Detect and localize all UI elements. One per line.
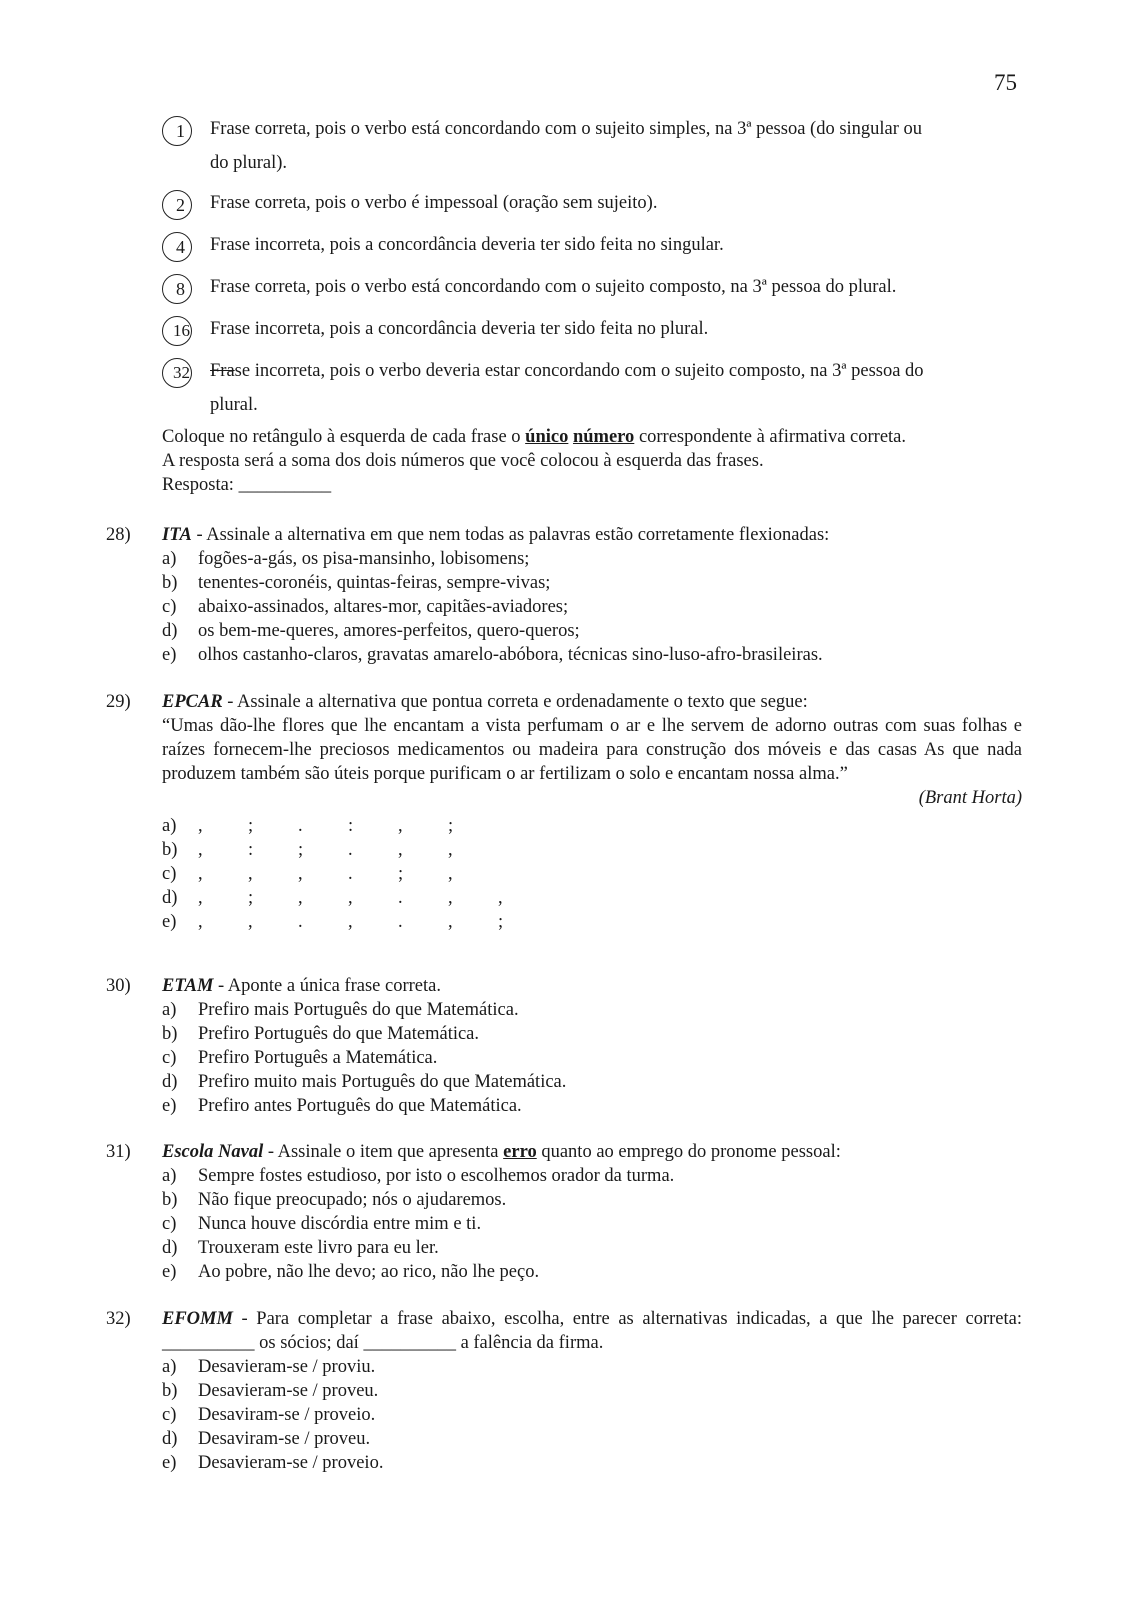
option-letter: a) [162,816,177,836]
question-prompt: EPCAR - Assinale a alternativa que pontua correta e ordenadamente o texto que segue: [162,692,808,712]
emphasis-erro: erro [503,1142,537,1162]
punctuation-mark: ; [298,840,304,860]
punctuation-mark: , [348,888,353,908]
punctuation-mark: , [448,912,453,932]
punctuation-mark: , [298,864,303,884]
instruction-line-1: Coloque no retângulo à esquerda de cada frase o único número correspondente à afirmativa correta. [162,427,907,447]
exam-source: EFOMM [162,1309,233,1329]
option-d: d) Trouxeram este livro para eu ler. [162,1238,439,1258]
instruction-line-2: A resposta será a soma dos dois números que você colocou à esquerda das frases. [162,451,764,471]
option-c: c) Nunca houve discórdia entre mim e ti. [162,1214,482,1234]
punctuation-mark: . [348,840,353,860]
option-c: c) Desaviram-se / proveio. [162,1405,376,1425]
option-a: a) Sempre fostes estudioso, por isto o escolhemos orador da turma. [162,1166,675,1186]
option-letter: d) [162,888,178,908]
exam-source: ETAM [162,976,214,996]
statement-text-rest: se incorreta, pois o verbo deveria estar concordando com o sujeito composto, na 3ª pessoa do [234,361,924,381]
punctuation-mark: ; [448,816,454,836]
question-29 [106,690,1022,934]
option-a: a) Prefiro mais Português do que Matemática. [162,1000,519,1020]
punctuation-mark: . [398,912,403,932]
punctuation-mark: , [198,864,203,884]
option-letter: c) [162,864,177,884]
circled-number: 1 [162,116,192,146]
statement-text-continuation: do plural). [210,153,288,173]
exam-source: ITA [162,525,192,545]
option-letter: e) [162,912,177,932]
punctuation-mark: , [198,816,203,836]
punctuation-mark: : [248,840,254,860]
question-prompt: ITA - Assinale a alternativa em que nem todas as palavras estão corretamente flexionadas: [162,525,830,545]
option-letter: b) [162,840,178,860]
punctuation-mark: . [298,912,303,932]
question-28 [106,523,1022,667]
question-30 [106,974,1022,1118]
option-e: e) Prefiro antes Português do que Matemática. [162,1096,522,1116]
punctuation-mark: , [198,840,203,860]
option-d: d) Prefiro muito mais Português do que Matemática. [162,1072,567,1092]
punctuation-mark: . [298,816,303,836]
question-number: 28) [106,525,131,545]
punctuation-mark: , [398,816,403,836]
exam-source: EPCAR [162,692,223,712]
circled-number: 2 [162,190,192,220]
option-b: b) Desavieram-se / proveu. [162,1381,379,1401]
circled-number: 8 [162,274,192,304]
punctuation-mark: , [448,864,453,884]
option-a [162,814,1022,838]
question-prompt: ETAM - Aponte a única frase correta. [162,976,441,996]
option-e: e) Ao pobre, não lhe devo; ao rico, não lhe peço. [162,1262,540,1282]
question-number: 31) [106,1142,131,1162]
punctuation-mark: ; [248,816,254,836]
punctuation-mark: . [398,888,403,908]
statement-text: Frase incorreta, pois a concordância deveria ter sido feita no plural. [210,319,709,339]
option-c [162,862,1022,886]
question-prompt: EFOMM - Para completar a frase abaixo, escolha, entre as alternativas indicadas, a que lhe parecer correta: __________ os sócios; daí __________ a falência da firma. [162,1309,1022,1353]
option-a: a) Desavieram-se / proviu. [162,1357,376,1377]
punctuation-options [162,814,1022,934]
option-e: e) olhos castanho-claros, gravatas amarelo-abóbora, técnicas sino-luso-afro-brasileiras. [162,645,823,665]
instructions [162,425,1022,497]
circled-number: 16 [162,316,192,346]
statement-4 [162,228,1022,262]
statement-text: Frase correta, pois o verbo está concordando com o sujeito simples, na 3ª pessoa (do singular ou [210,119,923,139]
statement-text: Frase correta, pois o verbo está concordando com o sujeito composto, na 3ª pessoa do plural. [210,277,897,297]
emphasis-numero: número [572,427,635,447]
option-e: e) Desavieram-se / proveio. [162,1453,384,1473]
statement-2 [162,186,1022,220]
circled-number: 4 [162,232,192,262]
statement-16 [162,312,1022,346]
statement-32 [162,354,1022,422]
punctuation-mark: , [348,912,353,932]
quote-author: (Brant Horta) [918,788,1022,808]
option-a: a) fogões-a-gás, os pisa-mansinho, lobisomens; [162,549,530,569]
statement-text [210,354,1022,388]
option-b: b) tenentes-coronéis, quintas-feiras, sempre-vivas; [162,573,551,593]
punctuation-mark: ; [498,912,504,932]
question-number: 29) [106,692,131,712]
statement-1 [162,112,1022,180]
statement-text-continuation: plural. [210,395,258,415]
punctuation-mark: ; [398,864,404,884]
option-c: c) abaixo-assinados, altares-mor, capitães-aviadores; [162,597,569,617]
punctuation-mark: , [248,864,253,884]
option-b: b) Prefiro Português do que Matemática. [162,1024,480,1044]
punctuation-mark: , [198,888,203,908]
question-32 [106,1307,1022,1475]
quoted-text: “Umas dão-lhe flores que lhe encantam a vista perfumam o ar e lhe servem de adorno outras com suas folhas e raízes fornecem-lhe preciosos medicamentos ou madeira para construção dos móveis e das casas As que nada produzem também são úteis porque purificam o ar fertilizam o solo e encantam nossa alma.” [162,716,1022,784]
page-number: 75 [994,70,1017,95]
struck-text: Fra [210,361,235,381]
statement-8 [162,270,1022,304]
question-31 [106,1140,1022,1284]
punctuation-mark: , [398,840,403,860]
option-d: d) Desaviram-se / proveu. [162,1429,371,1449]
option-b [162,838,1022,862]
statement-text: Frase correta, pois o verbo é impessoal (oração sem sujeito). [210,193,658,213]
punctuation-mark: , [498,888,503,908]
punctuation-mark: , [448,840,453,860]
punctuation-mark: . [348,864,353,884]
exam-source: Escola Naval [162,1142,264,1162]
punctuation-mark: , [298,888,303,908]
option-d [162,886,1022,910]
punctuation-mark: ; [248,888,254,908]
circled-number: 32 [162,358,192,388]
option-d: d) os bem-me-queres, amores-perfeitos, quero-queros; [162,621,580,641]
question-number: 30) [106,976,131,996]
question-number: 32) [106,1309,131,1329]
option-b: b) Não fique preocupado; nós o ajudaremos. [162,1190,507,1210]
question-prompt: Escola Naval - Assinale o item que apresenta erro quanto ao emprego do pronome pessoal: [162,1142,841,1162]
statement-text: Frase incorreta, pois a concordância deveria ter sido feita no singular. [210,235,724,255]
punctuation-mark: , [448,888,453,908]
punctuation-mark: : [348,816,354,836]
punctuation-mark: , [248,912,253,932]
option-e [162,910,1022,934]
punctuation-mark: , [198,912,203,932]
answer-line: Resposta: __________ [162,475,332,495]
emphasis-unico: único [525,427,569,447]
option-c: c) Prefiro Português a Matemática. [162,1048,438,1068]
